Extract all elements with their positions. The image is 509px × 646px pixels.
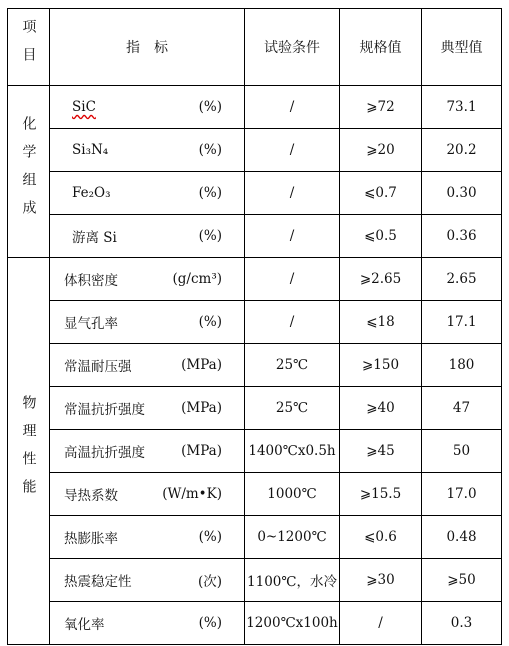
spec-cell: ⩾15.5 bbox=[340, 473, 422, 516]
indicator-name: 常温耐压强 bbox=[64, 359, 132, 375]
table-body bbox=[8, 86, 502, 645]
spec-cell: ⩽0.7 bbox=[340, 172, 422, 215]
condition-cell: / bbox=[245, 172, 340, 215]
indicator-cell bbox=[50, 86, 245, 129]
indicator-cell bbox=[50, 602, 245, 645]
indicator-cell bbox=[50, 473, 245, 516]
typical-cell: 180 bbox=[422, 344, 502, 387]
indicator-cell bbox=[50, 301, 245, 344]
condition-cell: 1200℃x100h bbox=[245, 602, 340, 645]
indicator-cell bbox=[50, 215, 245, 258]
table-row bbox=[8, 473, 502, 516]
table-row bbox=[8, 301, 502, 344]
indicator-cell bbox=[50, 559, 245, 602]
condition-cell: / bbox=[245, 258, 340, 301]
spec-cell: ⩾40 bbox=[340, 387, 422, 430]
spec-cell: ⩾30 bbox=[340, 559, 422, 602]
spec-cell: ⩽0.5 bbox=[340, 215, 422, 258]
indicator-name: 导热系数 bbox=[64, 488, 118, 504]
category-cell bbox=[8, 86, 50, 258]
condition-cell: / bbox=[245, 215, 340, 258]
spec-table-container bbox=[7, 8, 501, 639]
spec-cell: ⩾72 bbox=[340, 86, 422, 129]
condition-cell: 25℃ bbox=[245, 387, 340, 430]
indicator-name: Si₃N₄ bbox=[72, 142, 109, 158]
indicator-cell bbox=[50, 344, 245, 387]
header-condition: 试验条件 bbox=[245, 9, 340, 86]
condition-cell: 25℃ bbox=[245, 344, 340, 387]
typical-cell: 17.0 bbox=[422, 473, 502, 516]
condition-cell: / bbox=[245, 86, 340, 129]
table-row bbox=[8, 344, 502, 387]
typical-cell: 20.2 bbox=[422, 129, 502, 172]
indicator-unit: (次) bbox=[197, 574, 222, 590]
header-typical: 典型值 bbox=[422, 9, 502, 86]
indicator-unit: (MPa) bbox=[181, 357, 222, 373]
indicator-name: 游离 Si bbox=[72, 230, 117, 246]
indicator-unit: (%) bbox=[198, 615, 222, 631]
condition-cell: 1100℃，水冷 bbox=[245, 559, 340, 602]
table-row bbox=[8, 215, 502, 258]
indicator-unit: (g/cm³) bbox=[172, 271, 222, 287]
table-row bbox=[8, 387, 502, 430]
typical-cell: 2.65 bbox=[422, 258, 502, 301]
indicator-cell bbox=[50, 430, 245, 473]
typical-cell: 47 bbox=[422, 387, 502, 430]
category-label: 物理性能 bbox=[20, 395, 37, 507]
spec-cell: / bbox=[340, 602, 422, 645]
spec-table bbox=[7, 8, 502, 645]
indicator-name: Fe₂O₃ bbox=[72, 185, 111, 201]
header-row bbox=[8, 9, 502, 86]
category-label: 化学组成 bbox=[20, 115, 37, 228]
header-indicator: 指 标 bbox=[50, 9, 245, 86]
indicator-unit: (%) bbox=[198, 142, 222, 158]
indicator-cell bbox=[50, 258, 245, 301]
indicator-unit: (%) bbox=[198, 314, 222, 330]
indicator-cell bbox=[50, 129, 245, 172]
table-row bbox=[8, 86, 502, 129]
indicator-name: 常温抗折强度 bbox=[64, 402, 145, 418]
table-row bbox=[8, 430, 502, 473]
spec-cell: ⩾45 bbox=[340, 430, 422, 473]
condition-cell: 1400℃x0.5h bbox=[245, 430, 340, 473]
indicator-cell bbox=[50, 387, 245, 430]
typical-cell: 0.36 bbox=[422, 215, 502, 258]
table-row bbox=[8, 559, 502, 602]
spec-cell: ⩾150 bbox=[340, 344, 422, 387]
indicator-name: 热震稳定性 bbox=[64, 574, 132, 590]
typical-cell: 0.48 bbox=[422, 516, 502, 559]
indicator-unit: (%) bbox=[198, 529, 222, 545]
condition-cell: 1000℃ bbox=[245, 473, 340, 516]
indicator-name: 氧化率 bbox=[64, 617, 105, 633]
spec-cell: ⩽0.6 bbox=[340, 516, 422, 559]
table-row bbox=[8, 602, 502, 645]
indicator-name: 高温抗折强度 bbox=[64, 445, 145, 461]
indicator-cell bbox=[50, 172, 245, 215]
indicator-unit: (W/m•K) bbox=[162, 486, 222, 502]
indicator-name: 热膨胀率 bbox=[64, 531, 118, 547]
condition-cell: 0~1200℃ bbox=[245, 516, 340, 559]
header-item: 项目 bbox=[8, 9, 50, 86]
typical-cell: 73.1 bbox=[422, 86, 502, 129]
indicator-name: 显气孔率 bbox=[64, 316, 118, 332]
indicator-cell bbox=[50, 516, 245, 559]
indicator-name: SiC bbox=[72, 99, 96, 115]
spec-cell: ⩽18 bbox=[340, 301, 422, 344]
indicator-unit: (%) bbox=[198, 228, 222, 244]
indicator-name: 体积密度 bbox=[64, 273, 118, 289]
typical-cell: 0.3 bbox=[422, 602, 502, 645]
condition-cell: / bbox=[245, 129, 340, 172]
table-row bbox=[8, 258, 502, 301]
indicator-unit: (%) bbox=[198, 99, 222, 115]
indicator-unit: (MPa) bbox=[181, 443, 222, 459]
condition-cell: / bbox=[245, 301, 340, 344]
table-row bbox=[8, 129, 502, 172]
typical-cell: 0.30 bbox=[422, 172, 502, 215]
typical-cell: 17.1 bbox=[422, 301, 502, 344]
spec-cell: ⩾20 bbox=[340, 129, 422, 172]
header-spec: 规格值 bbox=[340, 9, 422, 86]
table-row bbox=[8, 172, 502, 215]
typical-cell: ⩾50 bbox=[422, 559, 502, 602]
indicator-unit: (MPa) bbox=[181, 400, 222, 416]
category-cell bbox=[8, 258, 50, 645]
typical-cell: 50 bbox=[422, 430, 502, 473]
spec-cell: ⩾2.65 bbox=[340, 258, 422, 301]
indicator-unit: (%) bbox=[198, 185, 222, 201]
table-row bbox=[8, 516, 502, 559]
